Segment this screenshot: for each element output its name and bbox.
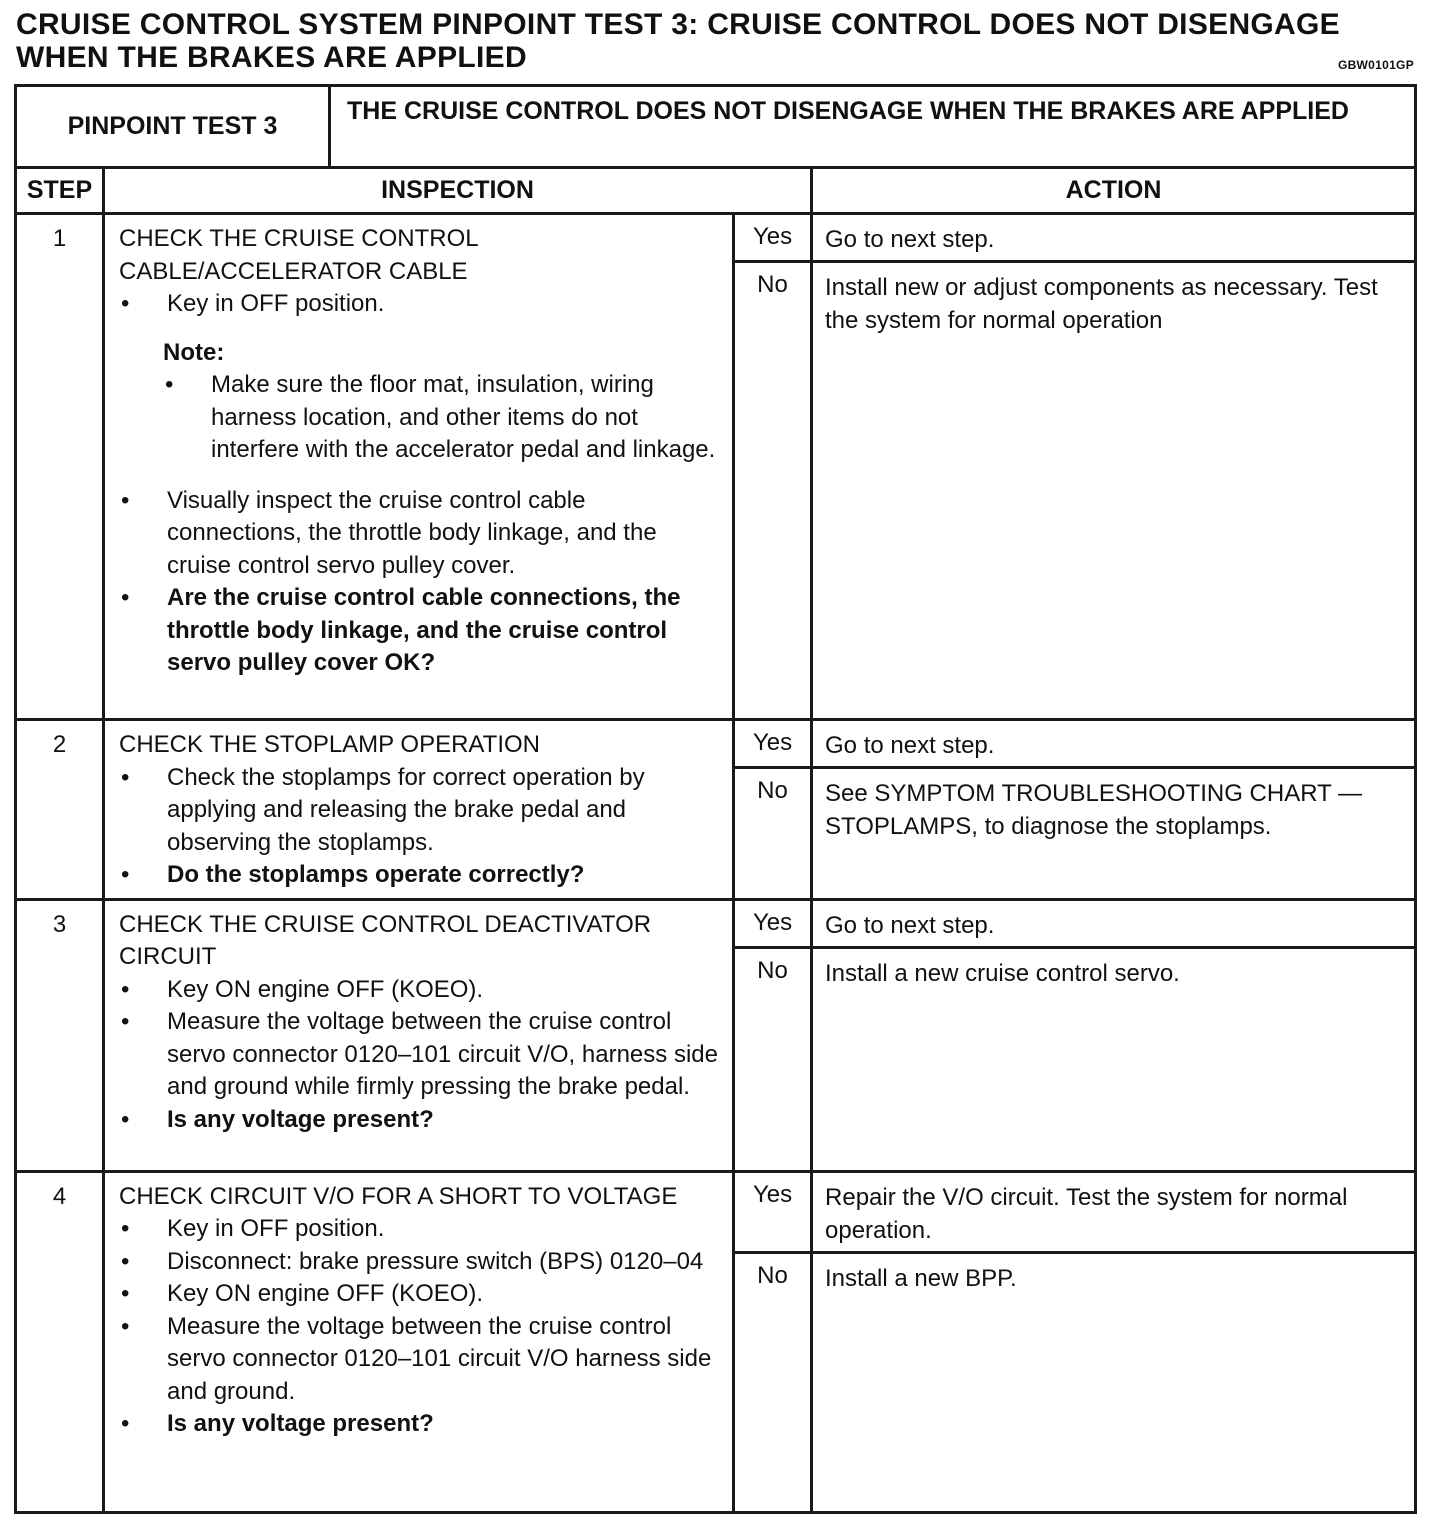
inspection-bullet [119,762,722,860]
table-row [16,214,1416,262]
bullet-icon: • [121,861,130,888]
bullet-icon: • [121,290,130,317]
yes-action: Go to next step. [812,720,1416,768]
bullet-text: Visually inspect the cruise control cable connections, the throttle body linkage, and the cruise control servo pulley cover. [167,486,657,579]
bullet-text: Key in OFF position. [167,1215,385,1242]
bullet-icon: • [121,1410,130,1437]
no-action: Install a new cruise control servo. [812,947,1416,1171]
yes-label: Yes [734,899,812,947]
column-header-action: ACTION [812,168,1416,214]
step-number: 2 [16,720,104,900]
question-text: Are the cruise control cable connections, the throttle body linkage, and the cruise control servo pulley cover OK? [167,584,681,676]
pinpoint-test-table [14,84,1417,1514]
inspection-bullet [119,1278,722,1311]
bullet-text: Check the stoplamps for correct operation by applying and releasing the brake pedal and observing the stoplamps. [167,763,645,856]
inspection-bullet [119,1311,722,1409]
inspection-title: CHECK THE STOPLAMP OPERATION [119,731,540,758]
table-row [16,1171,1416,1252]
no-action: Install new or adjust components as necessary. Test the system for normal operation [812,262,1416,720]
no-label: No [734,947,812,1171]
yes-action: Go to next step. [812,214,1416,262]
inspection-question [119,1408,722,1441]
bullet-icon: • [165,371,174,398]
yes-label: Yes [734,214,812,262]
no-action: Install a new BPP. [812,1252,1416,1512]
yes-label: Yes [734,720,812,768]
bullet-text: Measure the voltage between the cruise control servo connector 0120–101 circuit V/O harness side and ground. [167,1312,712,1405]
question-text: Do the stoplamps operate correctly? [167,861,585,888]
bullet-icon: • [121,1215,130,1242]
inspection-cell [104,720,734,900]
inspection-bullet [119,974,722,1007]
bullet-icon: • [121,975,130,1003]
yes-label: Yes [734,1171,812,1252]
step-number: 3 [16,899,104,1171]
table-row [16,720,1416,768]
no-label: No [734,768,812,899]
yes-action: Repair the V/O circuit. Test the system for normal operation. [812,1171,1416,1252]
note-block [163,337,722,467]
column-header-row [16,168,1416,214]
page-title [16,8,1416,74]
bullet-icon: • [121,486,130,514]
bullet-icon: • [121,1312,130,1340]
inspection-question [119,1104,722,1137]
bullet-text: Key ON engine OFF (KOEO). [167,1280,484,1307]
inspection-cell [104,1171,734,1512]
test-header-row [16,86,1416,168]
yes-action: Go to next step. [812,899,1416,947]
question-text: Is any voltage present? [167,1410,434,1437]
bullet-text: Key in OFF position. [167,290,385,317]
title-line-2: WHEN THE BRAKES ARE APPLIED [16,41,527,74]
bullet-icon: • [121,1280,130,1307]
bullet-icon: • [121,1247,130,1275]
inspection-cell [104,214,734,720]
no-label: No [734,1252,812,1512]
inspection-title: CHECK THE CRUISE CONTROL CABLE/ACCELERATOR CABLE [119,225,478,285]
bullet-text: Key ON engine OFF (KOEO). [167,975,484,1003]
test-label: PINPOINT TEST 3 [16,86,330,168]
bullet-text: Measure the voltage between the cruise control servo connector 0120–101 circuit V/O, harness side and ground while firmly pressing the brake pedal. [167,1008,718,1100]
table-row [16,899,1416,947]
step-number: 4 [16,1171,104,1512]
step-number: 1 [16,214,104,720]
no-label: No [734,262,812,720]
bullet-text: Disconnect: brake pressure switch (BPS) 0120–04 [167,1247,704,1275]
inspection-bullet [119,1246,722,1279]
inspection-title: CHECK CIRCUIT V/O FOR A SHORT TO VOLTAGE [119,1182,678,1210]
inspection-bullet [119,1006,722,1104]
image-code: GBW0101GP [1337,58,1414,72]
bullet-icon: • [121,1105,130,1133]
column-header-step: STEP [16,168,104,214]
bullet-icon: • [121,584,130,611]
inspection-title: CHECK THE CRUISE CONTROL DEACTIVATOR CIRCUIT [119,910,652,970]
question-text: Is any voltage present? [167,1105,434,1133]
inspection-cell [104,899,734,1171]
note-text: Make sure the floor mat, insulation, wiring harness location, and other items do not interfere with the accelerator pedal and linkage. [211,371,716,463]
inspection-question [119,859,722,892]
note-label: Note: [163,338,225,366]
inspection-bullet [119,485,722,583]
inspection-question [119,582,722,680]
column-header-inspection: INSPECTION [104,168,812,214]
note-bullet [163,369,722,467]
test-description: THE CRUISE CONTROL DOES NOT DISENGAGE WHEN THE BRAKES ARE APPLIED [330,86,1416,168]
inspection-bullet [119,1213,722,1246]
inspection-bullet [119,288,722,321]
title-line-1: CRUISE CONTROL SYSTEM PINPOINT TEST 3: CRUISE CONTROL DOES NOT DISENGAGE [16,8,1340,41]
bullet-icon: • [121,1008,130,1035]
no-action: See SYMPTOM TROUBLESHOOTING CHART — STOPLAMPS, to diagnose the stoplamps. [812,768,1416,899]
bullet-icon: • [121,763,130,791]
